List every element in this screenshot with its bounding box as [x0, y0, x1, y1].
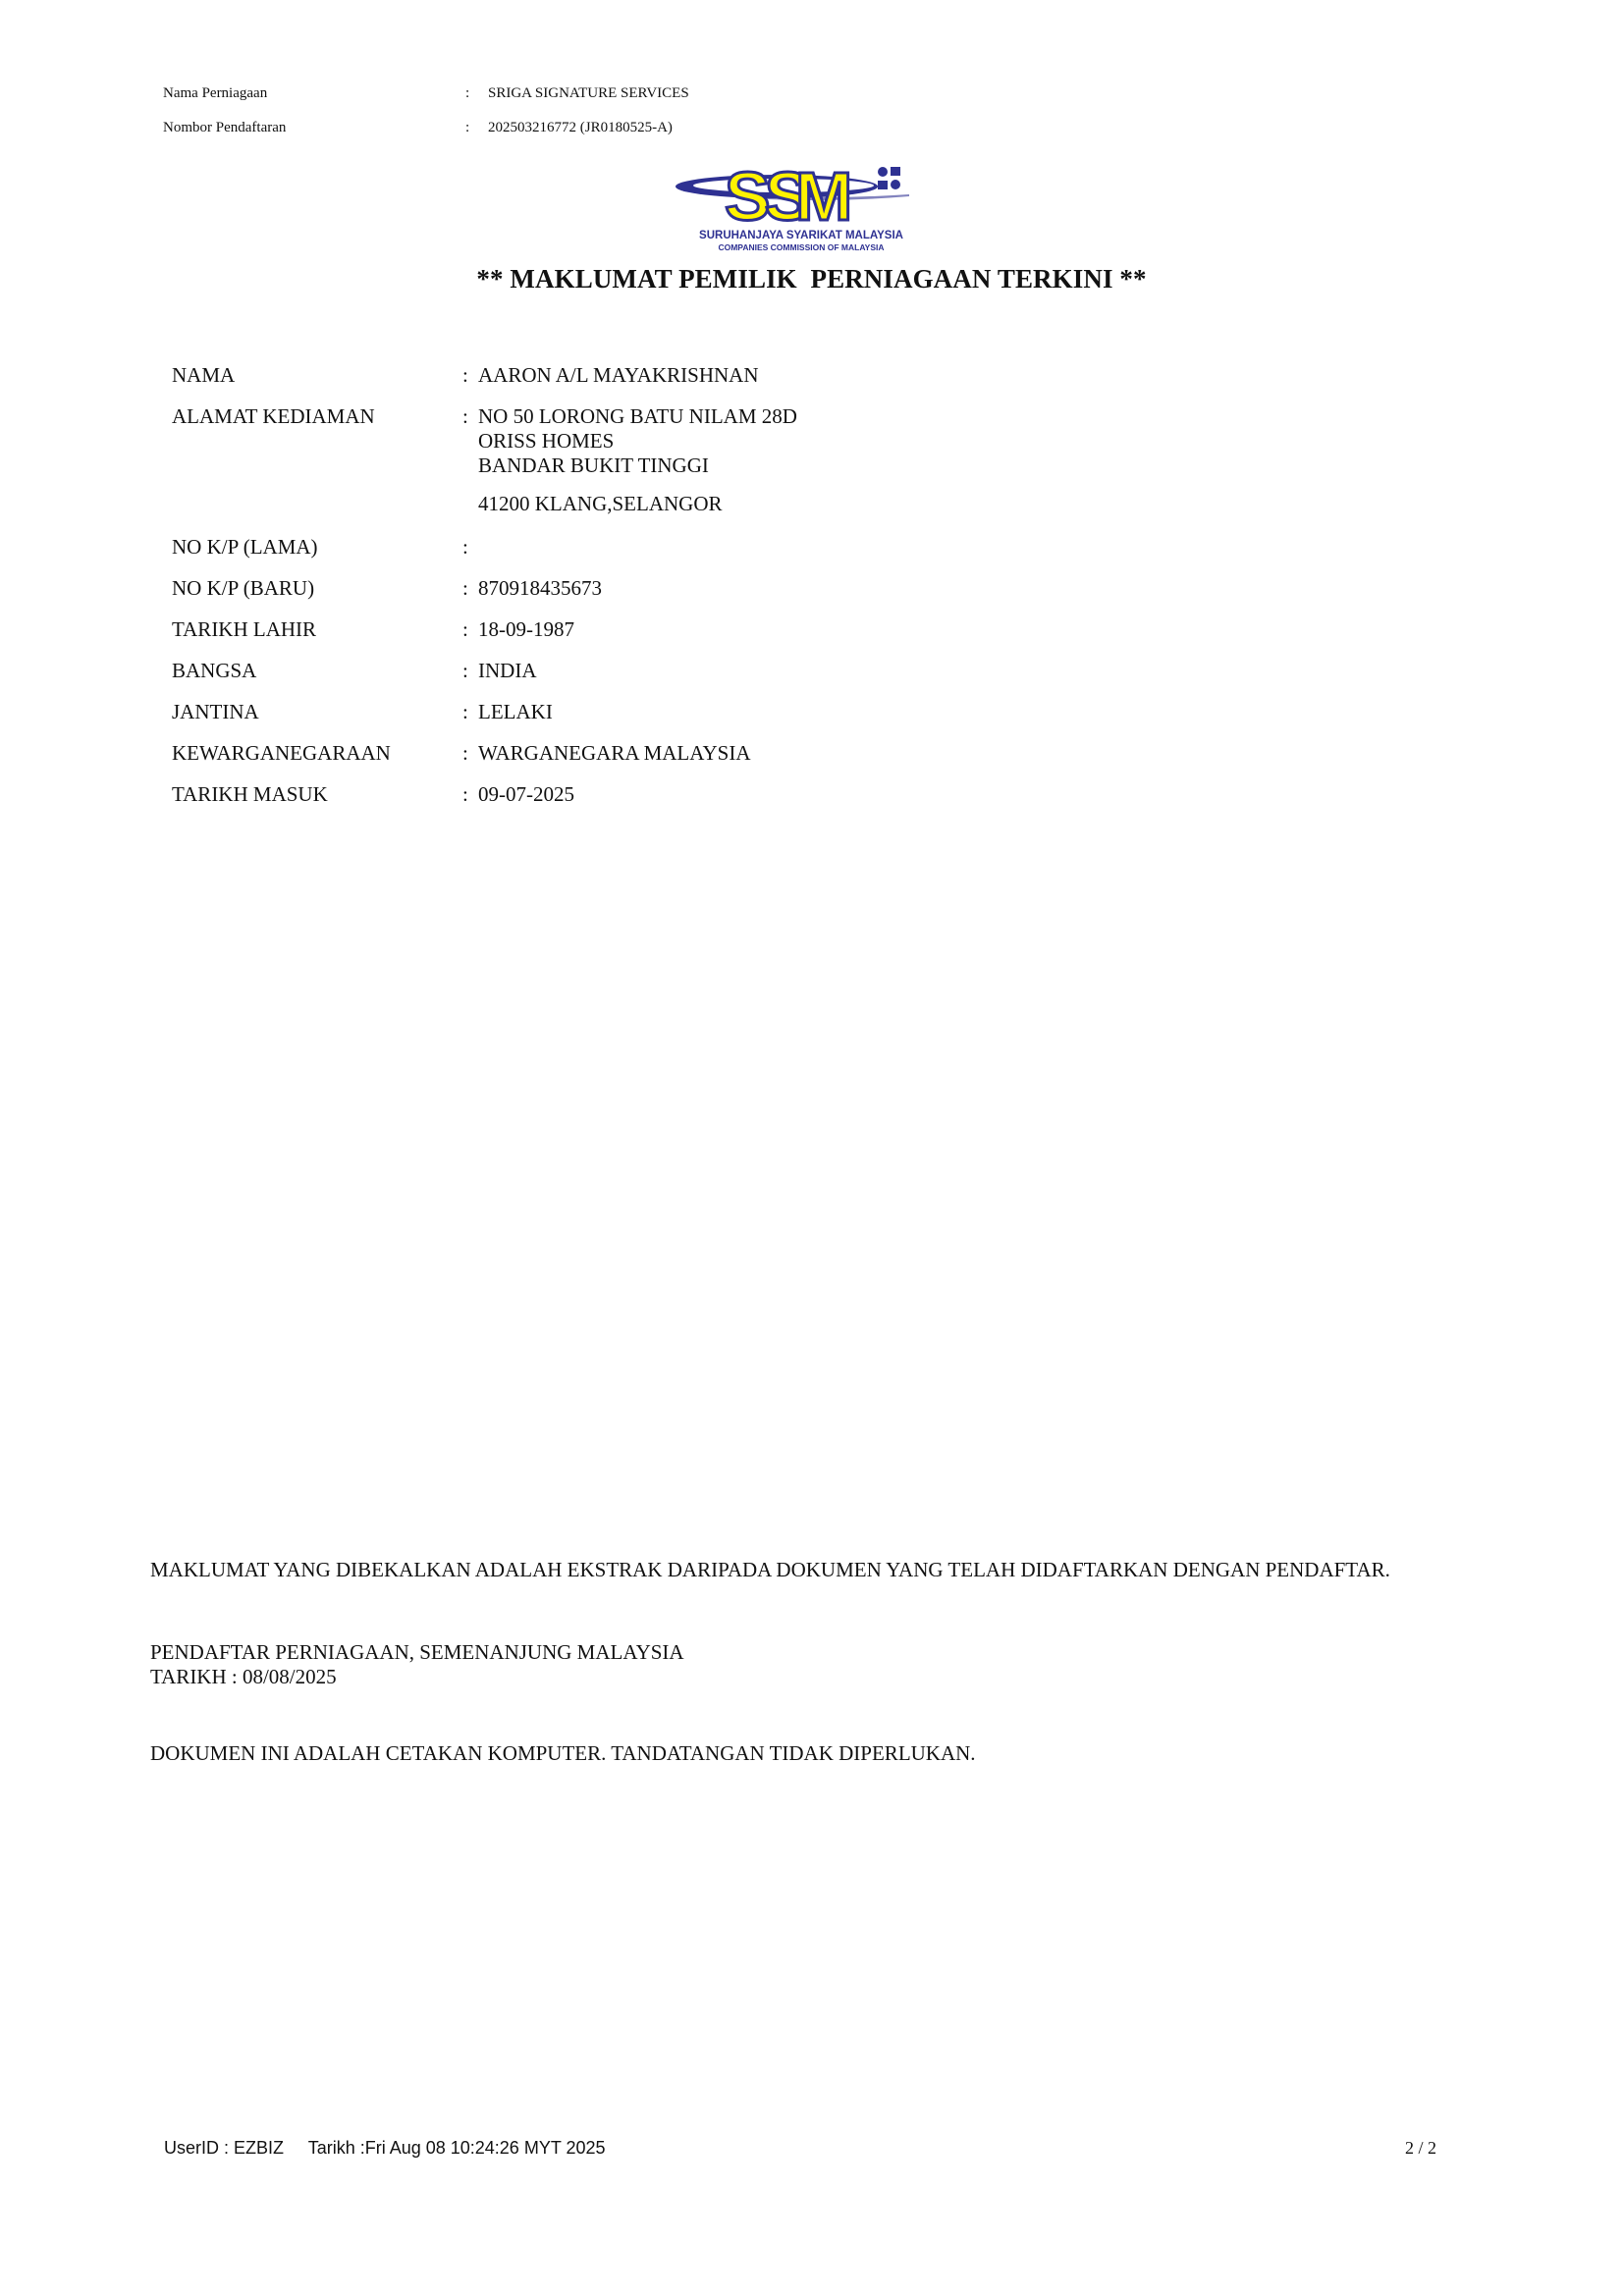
svg-text:COMPANIES COMMISSION OF MALAYS: COMPANIES COMMISSION OF MALAYSIA [718, 242, 885, 252]
field-label: ALAMAT KEDIAMAN [172, 404, 375, 428]
field-value: 18-09-1987 [478, 617, 574, 641]
field-separator: : [462, 535, 468, 559]
field-label: KEWARGANEGARAAN [172, 741, 391, 765]
ssm-logo [674, 155, 929, 257]
field-value: 870918435673 [478, 576, 602, 600]
page-number: 2 / 2 [1405, 2138, 1437, 2158]
field-value: LELAKI [478, 700, 553, 723]
svg-text:SS: SS [725, 158, 805, 235]
field-separator: : [462, 617, 468, 641]
field-label: BANGSA [172, 659, 257, 682]
field-label: NAMA [172, 363, 236, 387]
address-postcode-line: 41200 KLANG,SELANGOR [478, 492, 723, 515]
footer-user-timestamp: UserID : EZBIZ Tarikh :Fri Aug 08 10:24:26 MYT 2025 [164, 2138, 606, 2158]
field-label: JANTINA [172, 700, 259, 723]
registration-number-value: 202503216772 (JR0180525-A) [488, 120, 673, 135]
address-line: ORISS HOMES [478, 429, 615, 453]
field-separator: : [462, 700, 468, 723]
field-label: NO K/P (BARU) [172, 576, 315, 600]
field-separator: : [462, 363, 468, 387]
field-value: AARON A/L MAYAKRISHNAN [478, 363, 759, 387]
ssm-logo-graphic [674, 155, 929, 257]
field-value: 09-07-2025 [478, 782, 574, 806]
address-line: NO 50 LORONG BATU NILAM 28D [478, 404, 797, 428]
field-separator: : [462, 659, 468, 682]
computer-print-statement: DOKUMEN INI ADALAH CETAKAN KOMPUTER. TANDATANGAN TIDAK DIPERLUKAN. [150, 1741, 976, 1765]
business-name-separator: : [465, 85, 470, 101]
registration-number-label: Nombor Pendaftaran [163, 120, 287, 135]
extract-statement: MAKLUMAT YANG DIBEKALKAN ADALAH EKSTRAK DARIPADA DOKUMEN YANG TELAH DIDAFTARKAN DENGAN PENDAFTAR. [150, 1558, 1390, 1581]
address-lines [478, 404, 797, 516]
svg-text:SURUHANJAYA SYARIKAT MALAYSIA: SURUHANJAYA SYARIKAT MALAYSIA [699, 230, 903, 241]
field-value: INDIA [478, 659, 537, 682]
field-label: TARIKH LAHIR [172, 617, 317, 641]
page-title: ** MAKLUMAT PEMILIK PERNIAGAAN TERKINI ** [476, 264, 1147, 294]
field-label: TARIKH MASUK [172, 782, 328, 806]
registration-number-separator: : [465, 120, 470, 135]
field-value: WARGANEGARA MALAYSIA [478, 741, 751, 765]
issue-date: TARIKH : 08/08/2025 [150, 1665, 337, 1688]
address-line: BANDAR BUKIT TINGGI [478, 454, 709, 477]
registrar-name: PENDAFTAR PERNIAGAAN, SEMENANJUNG MALAYSIA [150, 1640, 684, 1664]
field-separator: : [462, 404, 468, 428]
field-separator: : [462, 741, 468, 765]
svg-text:M: M [795, 158, 853, 235]
business-name-label: Nama Perniagaan [163, 85, 268, 101]
business-name-value: SRIGA SIGNATURE SERVICES [488, 85, 689, 101]
field-separator: : [462, 782, 468, 806]
field-separator: : [462, 576, 468, 600]
field-label: NO K/P (LAMA) [172, 535, 318, 559]
